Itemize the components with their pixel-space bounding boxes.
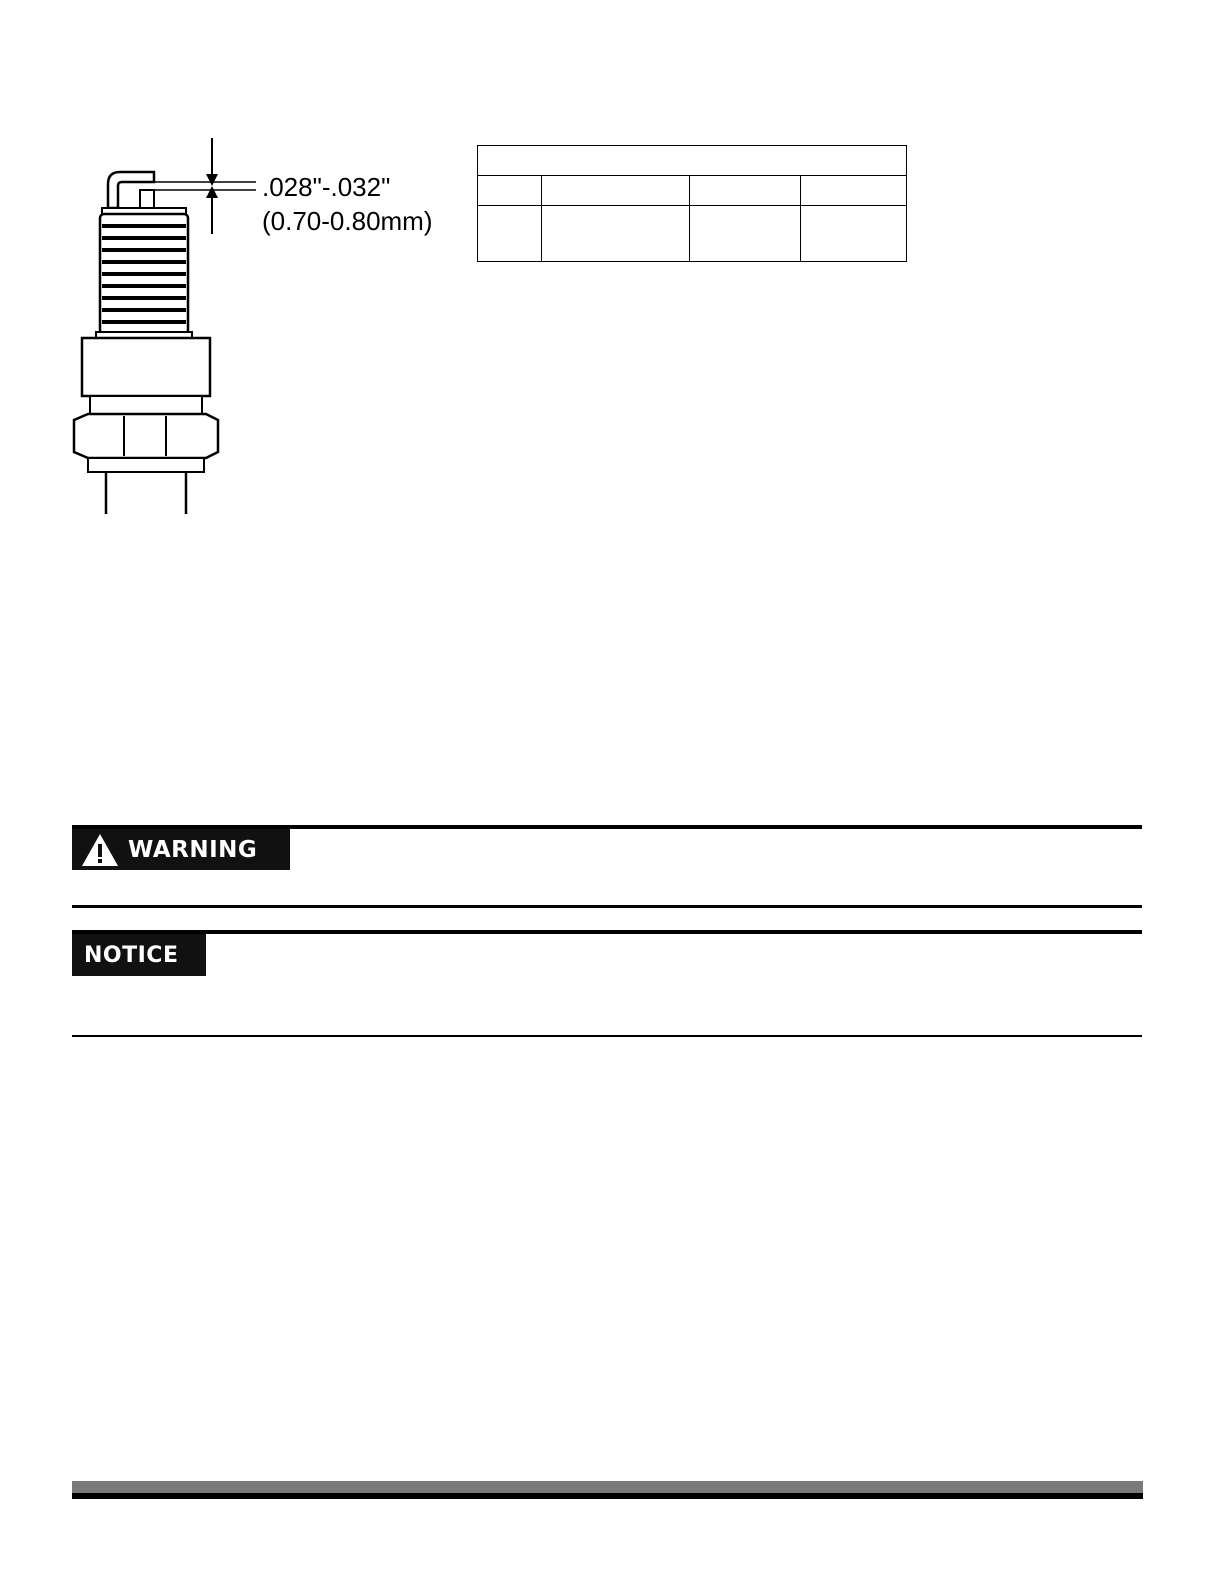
table-cell [478,206,542,262]
notice-bottom-rule [72,1035,1142,1037]
table-row [478,206,907,262]
warning-text: WARNING [128,836,258,863]
warning-bottom-rule [72,905,1142,908]
notice-top-rule [72,930,1142,934]
table-cell [542,206,690,262]
notice-text: NOTICE [84,942,179,968]
table-title-row [478,146,907,176]
table-header-row [478,176,907,206]
table-header-cell [801,176,907,206]
footer-bar [72,1481,1143,1496]
table-header-cell [478,176,542,206]
footer-line [72,1496,1143,1499]
table-cell [801,206,907,262]
warning-triangle-icon [80,832,120,868]
table-title-cell [478,146,907,176]
spark-plug-spec-table [477,145,907,262]
warning-label [72,829,290,870]
table-header-cell [542,176,690,206]
gap-inches-label: .028"-.032" [262,172,391,202]
table-header-cell [690,176,801,206]
table-cell [690,206,801,262]
gap-mm-label: (0.70-0.80mm) [262,206,433,236]
notice-label [72,934,206,976]
